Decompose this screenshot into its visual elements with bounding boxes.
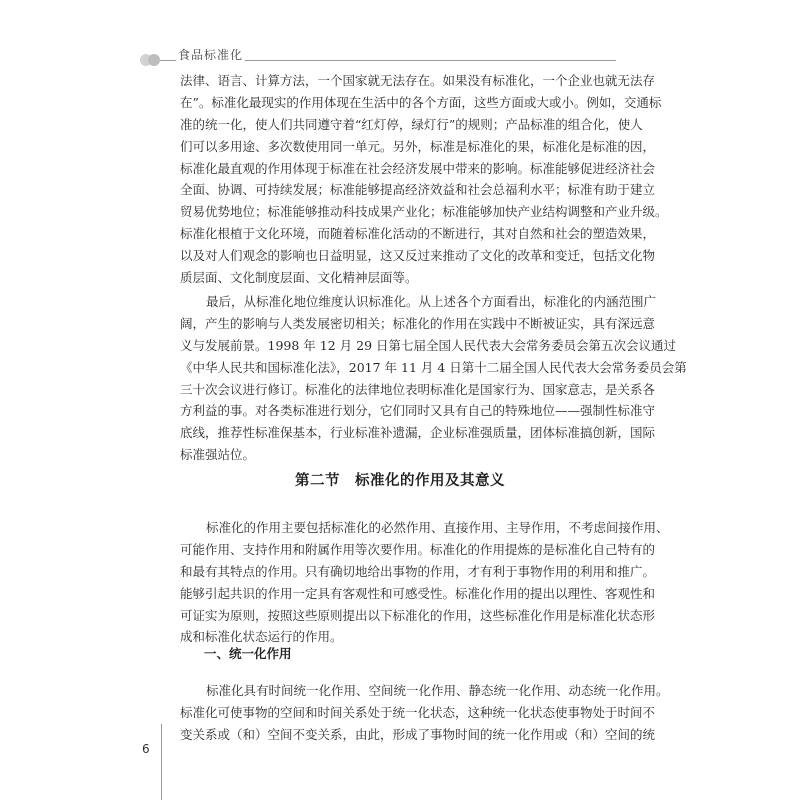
text-line: 阔，产生的影响与人类发展密切相关；标准化的作用在实践中不断被证实，具有深远意 — [180, 315, 656, 331]
text-line: 可证实为原则，按照这些原则提出以下标准化的作用，这些标准化作用是标准化状态形 — [180, 607, 656, 623]
text-line: 标准化的作用主要包括标准化的必然作用、直接作用、主导作用，不考虑间接作用、 — [206, 520, 669, 535]
text-line: 标准化具有时间统一化作用、空间统一化作用、静态统一化作用、动态统一化作用。 — [206, 683, 669, 698]
subsection-heading: 一、统一化作用 — [204, 646, 292, 661]
text-line: 贸易优势地位；标准能够推动科技成果产业化；标准能够加快产业结构调整和产业升级。 — [180, 204, 668, 220]
text-line: 和最有其特点的作用。只有确切地给出事物的作用，才有利于事物作用的利用和推广。 — [180, 563, 656, 579]
running-header-title: 食品标准化 — [178, 48, 244, 62]
text-line: 最后，从标准化地位维度认识标准化。从上述各个方面看出，标准化的内涵范围广 — [206, 294, 657, 309]
text-line: 法律、语言、计算方法，一个国家就无法存在。如果没有标准化，一个企业也就无法存 — [180, 73, 656, 88]
text-line: 底线，推荐性标准保基本，行业标准补遗漏，企业标准强质量，团体标准搞创新，国际 — [180, 425, 656, 441]
text-line: 以及对人们观念的影响也日益明显，这又反过来推动了文化的改革和变迁，包括文化物 — [180, 248, 656, 264]
text-line: 可能作用、支持作用和附属作用等次要作用。标准化的作用提炼的是标准化自己特有的 — [180, 541, 656, 557]
text-line: 全面、协调、可持续发展；标准能够提高经济效益和社会总福利水平；标准有助于建立 — [180, 182, 656, 198]
section-heading: 第二节 标准化的作用及其意义 — [295, 473, 505, 489]
text-line: 准的统一化，使人们共同遵守着“红灯停，绿灯行”的规则；产品标准的组合化，使人 — [180, 116, 643, 132]
text-line: 《中华人民共和国标准化法》，2017 年 11 月 4 日第十二届全国人民代表大会常务委员会第 — [180, 359, 687, 375]
text-line: 标准化最直观的作用体现于标准在社会经济发展中带来的影响。标准能够促进经济社会 — [180, 160, 656, 176]
text-line: 变关系或（和）空间不变关系，由此，形成了事物时间的统一化作用或（和）空间的统 — [180, 726, 656, 742]
text-line: 们可以多用途、多次数使用同一单元。另外，标准是标准化的果，标准化是标准的因， — [180, 138, 656, 154]
paragraph-continued — [180, 70, 668, 289]
text-line: 标准强站位。 — [180, 447, 256, 463]
text-line: 标准化根植于文化环境，而随着标准化活动的不断进行，其对自然和社会的塑造效果， — [180, 226, 656, 242]
paragraph-section-intro — [180, 517, 669, 648]
text-line: 义与发展前景。1998 年 12 月 29 日第七届全国人民代表大会常务委员会第五次会议通过 — [180, 337, 676, 353]
text-line: 成和标准化状态运行的作用。 — [180, 629, 343, 645]
text-line: 方利益的事。对各类标准进行划分，它们同时又具有自己的特殊地位——强制性标准守 — [180, 403, 656, 419]
text-line: 标准化可使事物的空间和时间关系处于统一化状态，这种统一化状态使事物处于时间不 — [180, 704, 656, 720]
text-line: 在”。标准化最现实的作用体现在生活中的各个方面，这些方面或大或小。例如，交通标 — [180, 94, 662, 110]
text-line: 三十次会议进行修订。标准化的法律地位表明标准化是国家行为、国家意志，是关系各 — [180, 381, 656, 397]
paragraph-unification — [180, 680, 669, 746]
text-line: 质层面、文化制度层面、文化精神层面等。 — [180, 270, 418, 286]
paragraph-standardization-status — [180, 291, 687, 466]
page-number: 6 — [142, 742, 150, 756]
margin-rule — [161, 724, 162, 800]
text-line: 能够引起共识的作用一定具有客观性和可感受性。标准化作用的提出以理性、客观性和 — [180, 585, 656, 601]
